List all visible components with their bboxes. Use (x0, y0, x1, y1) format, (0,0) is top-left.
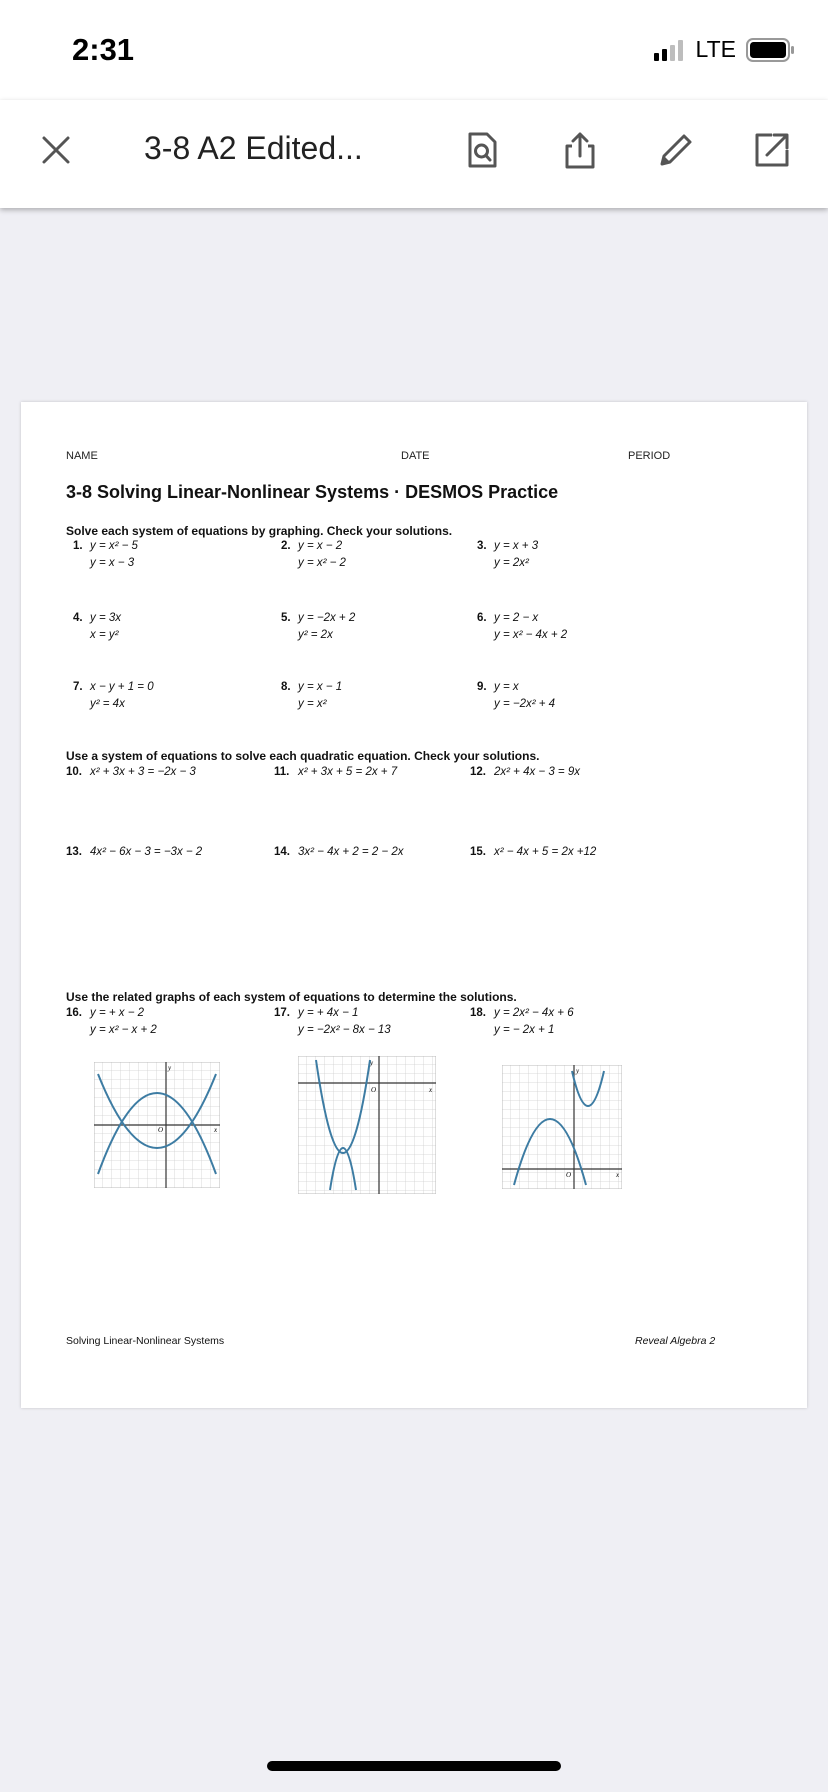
svg-text:x: x (214, 1126, 218, 1134)
document-page (21, 402, 807, 1408)
problem-14: 14. 3x² − 4x + 2 = 2 − 2x (274, 846, 404, 858)
problem-12: 12. 2x² + 4x − 3 = 9x (470, 766, 580, 778)
svg-text:x: x (429, 1086, 433, 1094)
name-label: NAME (66, 450, 98, 462)
open-external-icon[interactable] (752, 130, 792, 170)
close-icon[interactable] (36, 130, 76, 170)
date-label: DATE (401, 450, 430, 462)
svg-text:O: O (566, 1171, 572, 1179)
network-type: LTE (695, 36, 736, 62)
problem-7: 7. x − y + 1 = 0 y² = 4x (73, 681, 154, 710)
problem-4: 4. y = 3x x = y² (73, 612, 122, 641)
problem-11: 11. x² + 3x + 5 = 2x + 7 (274, 766, 398, 778)
home-indicator[interactable] (267, 1761, 561, 1771)
svg-text:y: y (370, 1059, 374, 1067)
edit-pencil-icon[interactable] (656, 130, 696, 170)
problem-1: 1. y = x² − 5 y = x − 3 (73, 540, 138, 569)
problem-3: 3. y = x + 3 y = 2x² (477, 540, 539, 569)
problem-15: 15. x² − 4x + 5 = 2x +12 (470, 846, 597, 858)
period-label: PERIOD (628, 450, 671, 462)
share-icon[interactable] (560, 130, 600, 170)
problem-17: 17. y = + 4x − 1 y = −2x² − 8x − 13 (274, 1007, 391, 1036)
section2-instruction: Use a system of equations to solve each quadratic equation. Check your solutions. (66, 749, 540, 763)
svg-text:O: O (371, 1086, 377, 1094)
worksheet-title: 3-8 Solving Linear-Nonlinear Systems · DESMOS Practice (66, 482, 559, 502)
problem-5: 5. y = −2x + 2 y² = 2x (281, 612, 356, 641)
footer-left: Solving Linear-Nonlinear Systems (66, 1335, 225, 1347)
problem-10: 10. x² + 3x + 3 = −2x − 3 (66, 766, 196, 778)
graph-problem-18 (502, 1065, 622, 1189)
graph-problem-16 (94, 1062, 220, 1188)
document-title: 3-8 A2 Edited... (144, 130, 363, 166)
svg-text:y: y (168, 1064, 172, 1072)
problem-2: 2. y = x − 2 y = x² − 2 (281, 540, 346, 569)
problem-8: 8. y = x − 1 y = x² (281, 681, 343, 710)
problem-18: 18. y = 2x² − 4x + 6 y = − 2x + 1 (470, 1007, 574, 1036)
graph-problem-17 (298, 1056, 436, 1194)
document-toolbar (0, 100, 828, 208)
problem-6: 6. y = 2 − x y = x² − 4x + 2 (477, 612, 568, 641)
status-time: 2:31 (72, 32, 135, 67)
svg-text:y: y (576, 1067, 580, 1075)
footer-right: Reveal Algebra 2 (635, 1335, 716, 1347)
svg-text:x: x (616, 1171, 620, 1179)
problem-16: 16. y = + x − 2 y = x² − x + 2 (66, 1007, 157, 1036)
section1-instruction: Solve each system of equations by graphing. Check your solutions. (66, 524, 453, 538)
problem-13: 13. 4x² − 6x − 3 = −3x − 2 (66, 846, 203, 858)
status-indicators (654, 36, 796, 63)
section3-instruction: Use the related graphs of each system of equations to determine the solutions. (66, 990, 517, 1004)
svg-text:O: O (158, 1126, 164, 1134)
find-in-document-icon[interactable] (462, 130, 502, 170)
signal-icon (654, 39, 686, 61)
problem-9: 9. y = x y = −2x² + 4 (477, 681, 556, 710)
battery-icon (746, 37, 796, 63)
status-bar (0, 0, 828, 100)
